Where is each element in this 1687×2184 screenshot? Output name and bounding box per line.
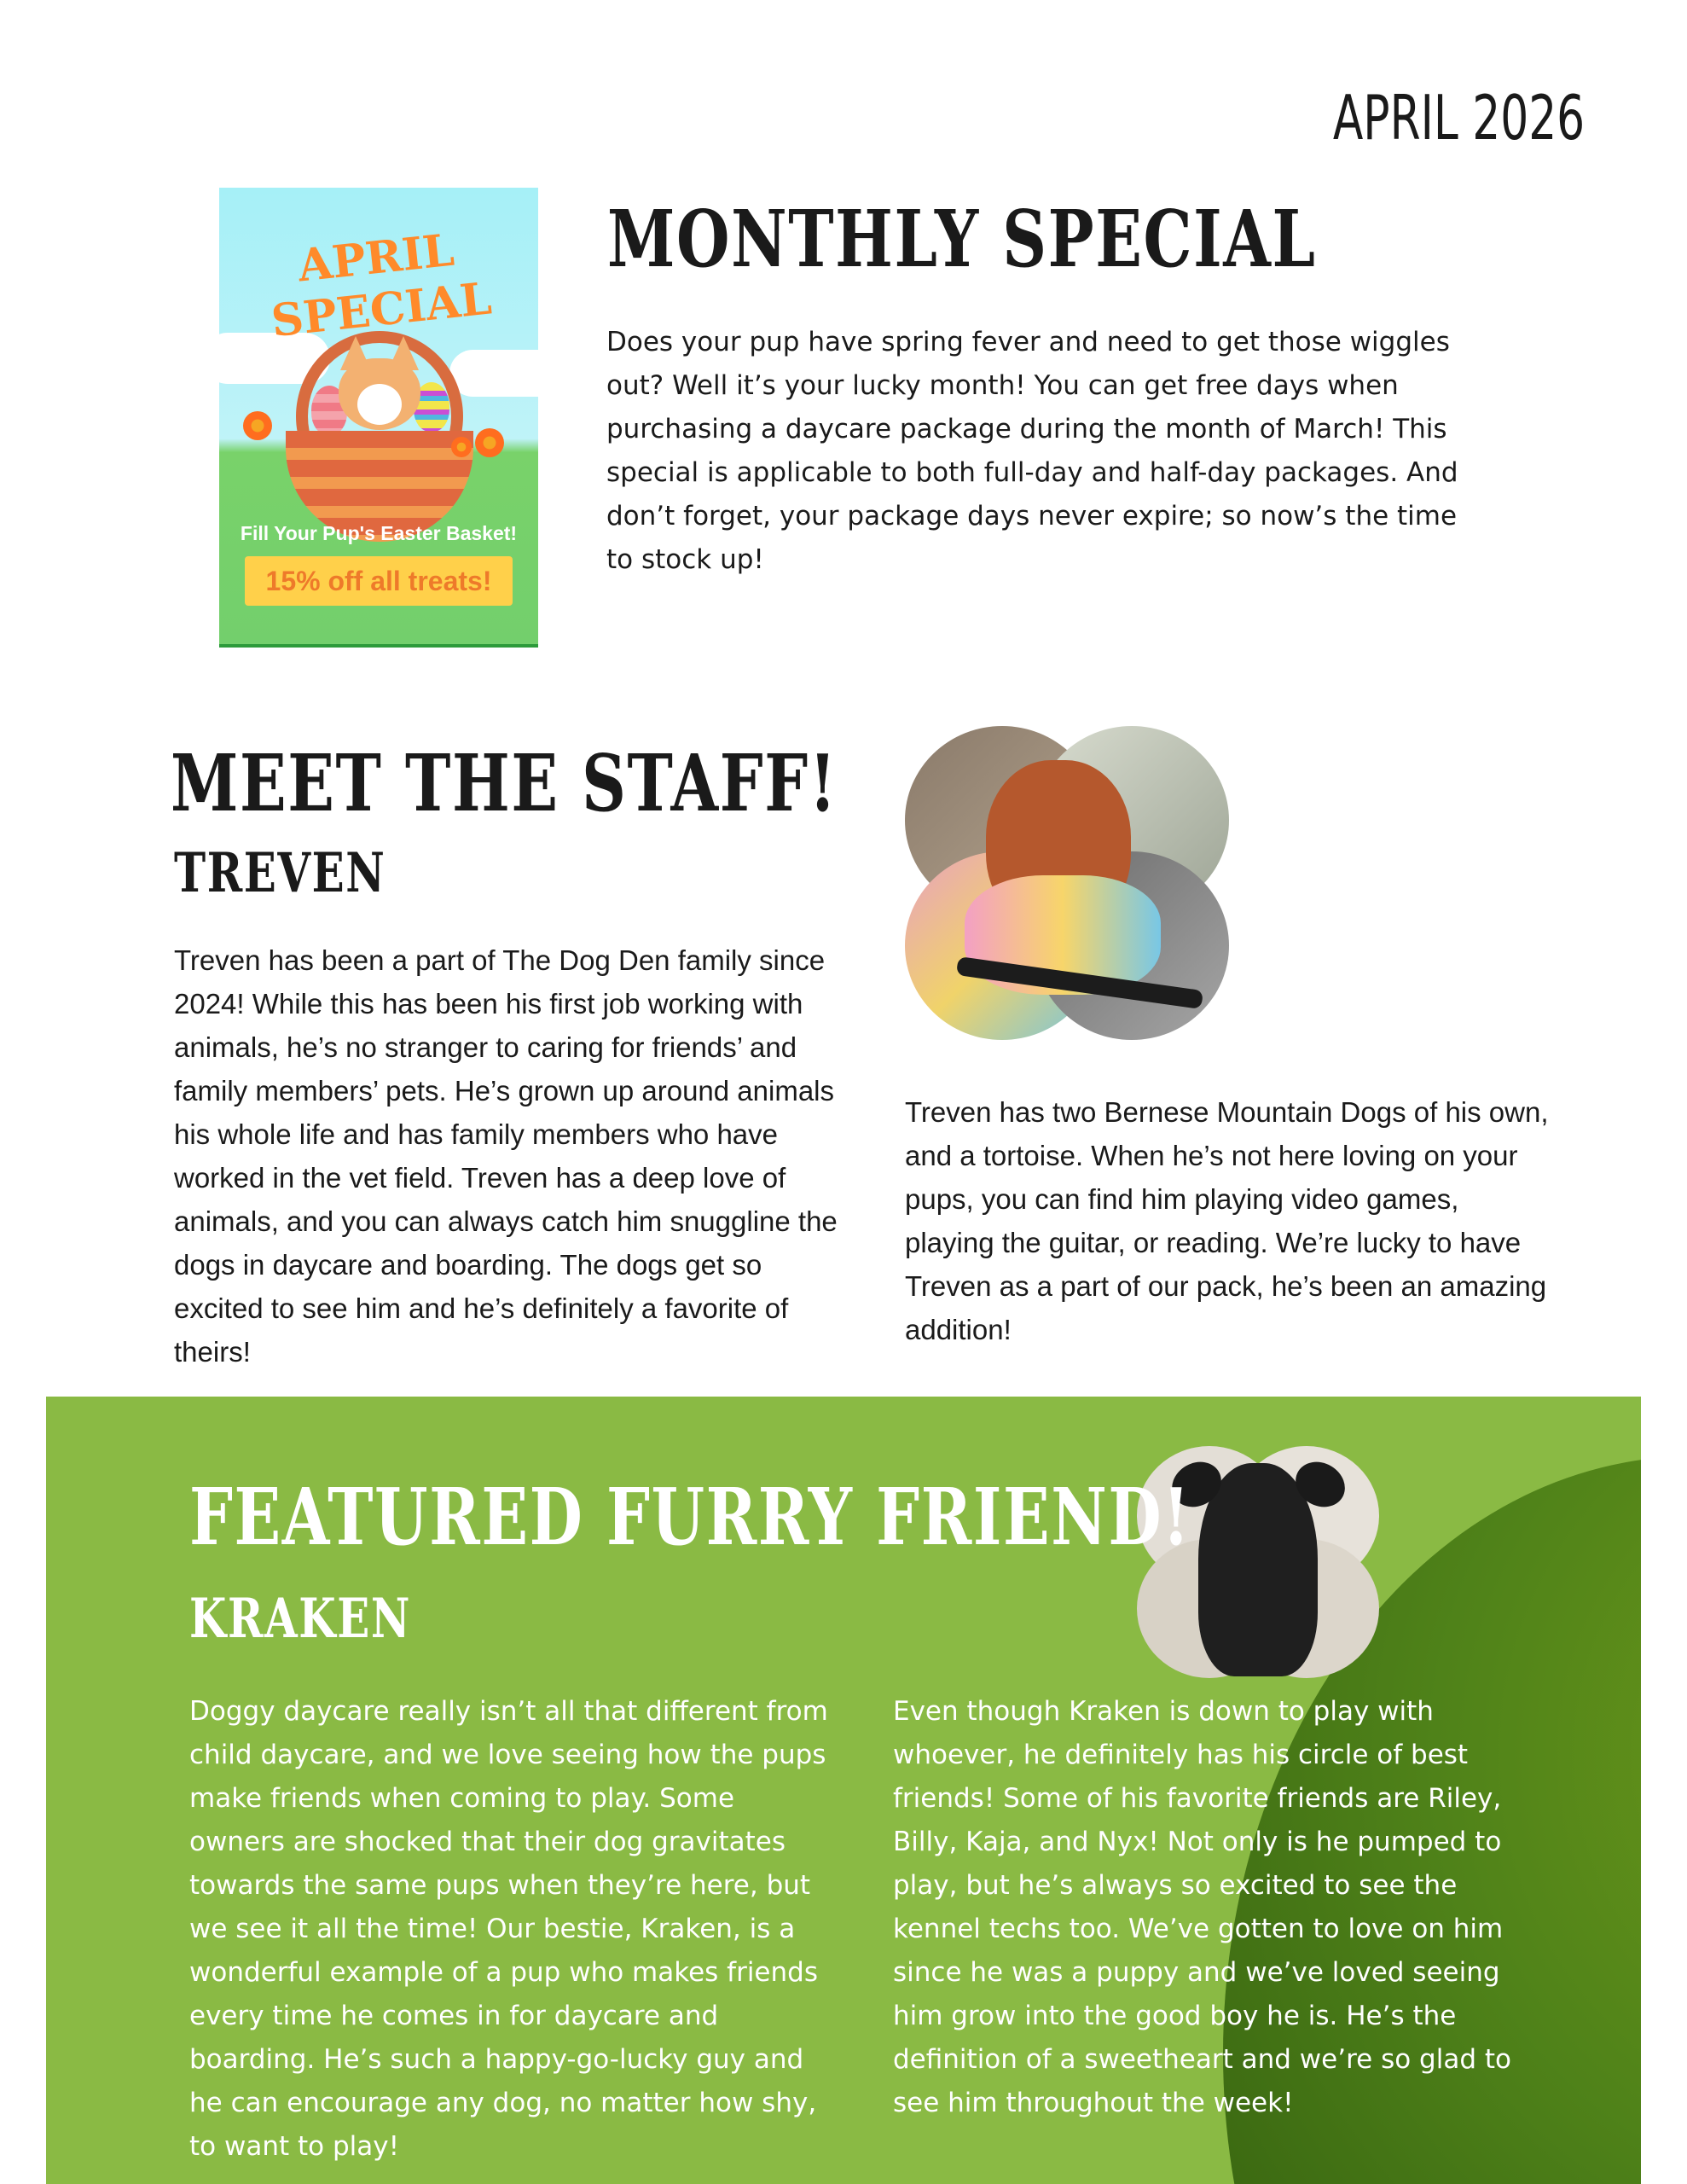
staff-bio-right: Treven has two Bernese Mountain Dogs of his own, and a tortoise. When he’s not here loving on your pups, you can find him playing video games, playing the guitar, or reading. We’re lucky to have Treven as a part of our pack, he’s been an amazing addition! xyxy=(905,1096,1549,1345)
flyer-badge: 15% off all treats! xyxy=(245,556,513,606)
flower-icon xyxy=(475,428,504,457)
corgi-icon xyxy=(339,358,420,430)
flower-icon xyxy=(451,437,472,457)
featured-friend-text-right: Even though Kraken is down to play with whoever, he definitely has his circle of best friends! Some of his favorite friends are Riley, Billy, Kaja, and Nyx! Not only is he pumped to play, but he’s always so excited to see the kennel techs too. We’ve gotten to love on him since he was a puppy and we’ve loved seeing him grow into the good boy he is. He’s the definition of a sweetheart and we’re so glad to see him throughout the week! xyxy=(893,1696,1511,2118)
cloud-shape xyxy=(449,350,538,397)
flyer-subtitle: Fill Your Pup's Easter Basket! xyxy=(240,522,518,544)
monthly-special-text: Does your pup have spring fever and need to get those wiggles out? Well it’s your lucky month! You can get free days when purchasing a daycare package during the month of March! This special is applicable to both full-day and half-day packages. And don’t forget, your package days never expire; so now’s the time to stock up! xyxy=(606,327,1458,575)
featured-friend-name: KRAKEN xyxy=(189,1587,412,1651)
featured-friend-heading: FEATURED FURRY FRIEND! xyxy=(189,1471,1191,1563)
staff-name: TREVEN xyxy=(174,841,386,905)
featured-friend-text-left: Doggy daycare really isn’t all that different from child daycare, and we love seeing how the pups make friends when coming to play. Some owners are shocked that their dog gravitates towards the same pups when they’re here, but we see it all the time! Our bestie, Kraken, is a wonderful example of a pup who makes friends every time he comes in for daycare and boarding. He’s such a happy-go-lucky guy and he can encourage any dog, no matter how shy, to want to play! xyxy=(189,1696,828,2162)
staff-bio-left: Treven has been a part of The Dog Den family since 2024! While this has been his first job working with animals, he’s no stranger to caring for friends’ and family members’ pets. He’s grown up around animals his whole life and has family members who have worked in the vet field. Treven has a deep love of animals, and you can always catch him snuggline the dogs in daycare and boarding. The dogs get so excited to see him and he’s definitely a favorite of theirs! xyxy=(174,944,838,1368)
staff-photo xyxy=(905,726,1229,1040)
april-special-flyer xyxy=(219,188,538,648)
issue-date: APRIL 2026 xyxy=(1332,82,1585,154)
flyer-title: APRIL SPECIAL xyxy=(269,224,495,348)
flower-icon xyxy=(243,411,272,440)
meet-staff-heading: MEET THE STAFF! xyxy=(171,737,838,829)
monthly-special-heading: MONTHLY SPECIAL xyxy=(607,193,1317,285)
